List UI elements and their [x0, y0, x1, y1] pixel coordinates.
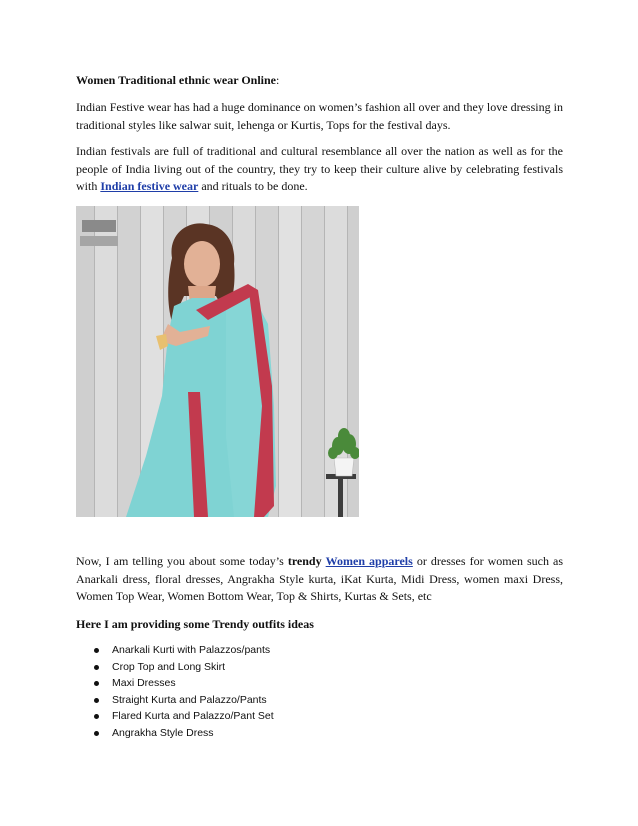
trendy-bold: trendy	[287, 554, 322, 568]
festival-paragraph	[76, 143, 563, 196]
bullet-icon	[94, 714, 99, 719]
bullet-icon	[94, 698, 99, 703]
list-item-text: Straight Kurta and Palazzo/Pants	[112, 693, 267, 706]
heading-colon: :	[276, 73, 280, 87]
festival-text-before: Indian festivals are full of traditional and cultural resemblance all over the nation as well as for the people of India living out of the country, they try to keep their culture alive by celebrating festivals with	[76, 144, 563, 193]
festival-text-after: and rituals to be done.	[198, 179, 308, 193]
list-item-text: Angrakha Style Dress	[112, 726, 214, 739]
list-item-text: Flared Kurta and Palazzo/Pant Set	[112, 710, 274, 723]
bullet-icon	[94, 665, 99, 670]
intro-paragraph	[76, 99, 563, 134]
saree-photo	[76, 206, 359, 517]
wall-sign-top	[82, 220, 116, 232]
outfit-ideas-heading: Here I am providing some Trendy outfits ideas	[76, 617, 314, 631]
list-item	[94, 675, 274, 692]
apparel-paragraph	[76, 553, 563, 606]
list-item	[94, 659, 274, 676]
women-apparels-link[interactable]: Women apparels	[325, 554, 413, 568]
section-heading	[76, 73, 279, 88]
apparel-text-before: Now, I am telling you about some today’s	[76, 554, 288, 568]
list-item-text: Maxi Dresses	[112, 677, 176, 690]
heading-text: Women Traditional ethnic wear Online	[76, 73, 277, 87]
outfit-ideas-list	[94, 642, 274, 742]
face	[184, 241, 220, 287]
list-item	[94, 642, 274, 659]
list-item	[94, 708, 274, 725]
indian-festive-wear-link[interactable]: Indian festive wear	[100, 179, 199, 193]
side-table-leg	[338, 479, 343, 517]
wall-sign-bottom	[80, 236, 118, 246]
apparel-text-after: or dresses for women such as Anarkali dress, floral dresses, Angrakha Style kurta, iKat Kurta, Midi Dress, women maxi Dress, Women Top Wear, Women Bottom Wear, Top & Shirts, Kurtas & Sets, etc	[76, 554, 564, 603]
bullet-icon	[94, 681, 99, 686]
bullet-icon	[94, 731, 99, 736]
list-item-text: Crop Top and Long Skirt	[112, 660, 226, 673]
list-item-text: Anarkali Kurti with Palazzos/pants	[112, 644, 271, 656]
list-item	[94, 725, 274, 742]
intro-text: Indian Festive wear has had a huge dominance on women’s fashion all over and they love dressing in traditional styles like salwar suit, lehenga or Kurtis, Tops for the festival days.	[76, 100, 563, 132]
list-item	[94, 692, 274, 709]
plant-pot	[334, 458, 354, 476]
bullet-icon	[94, 648, 99, 653]
